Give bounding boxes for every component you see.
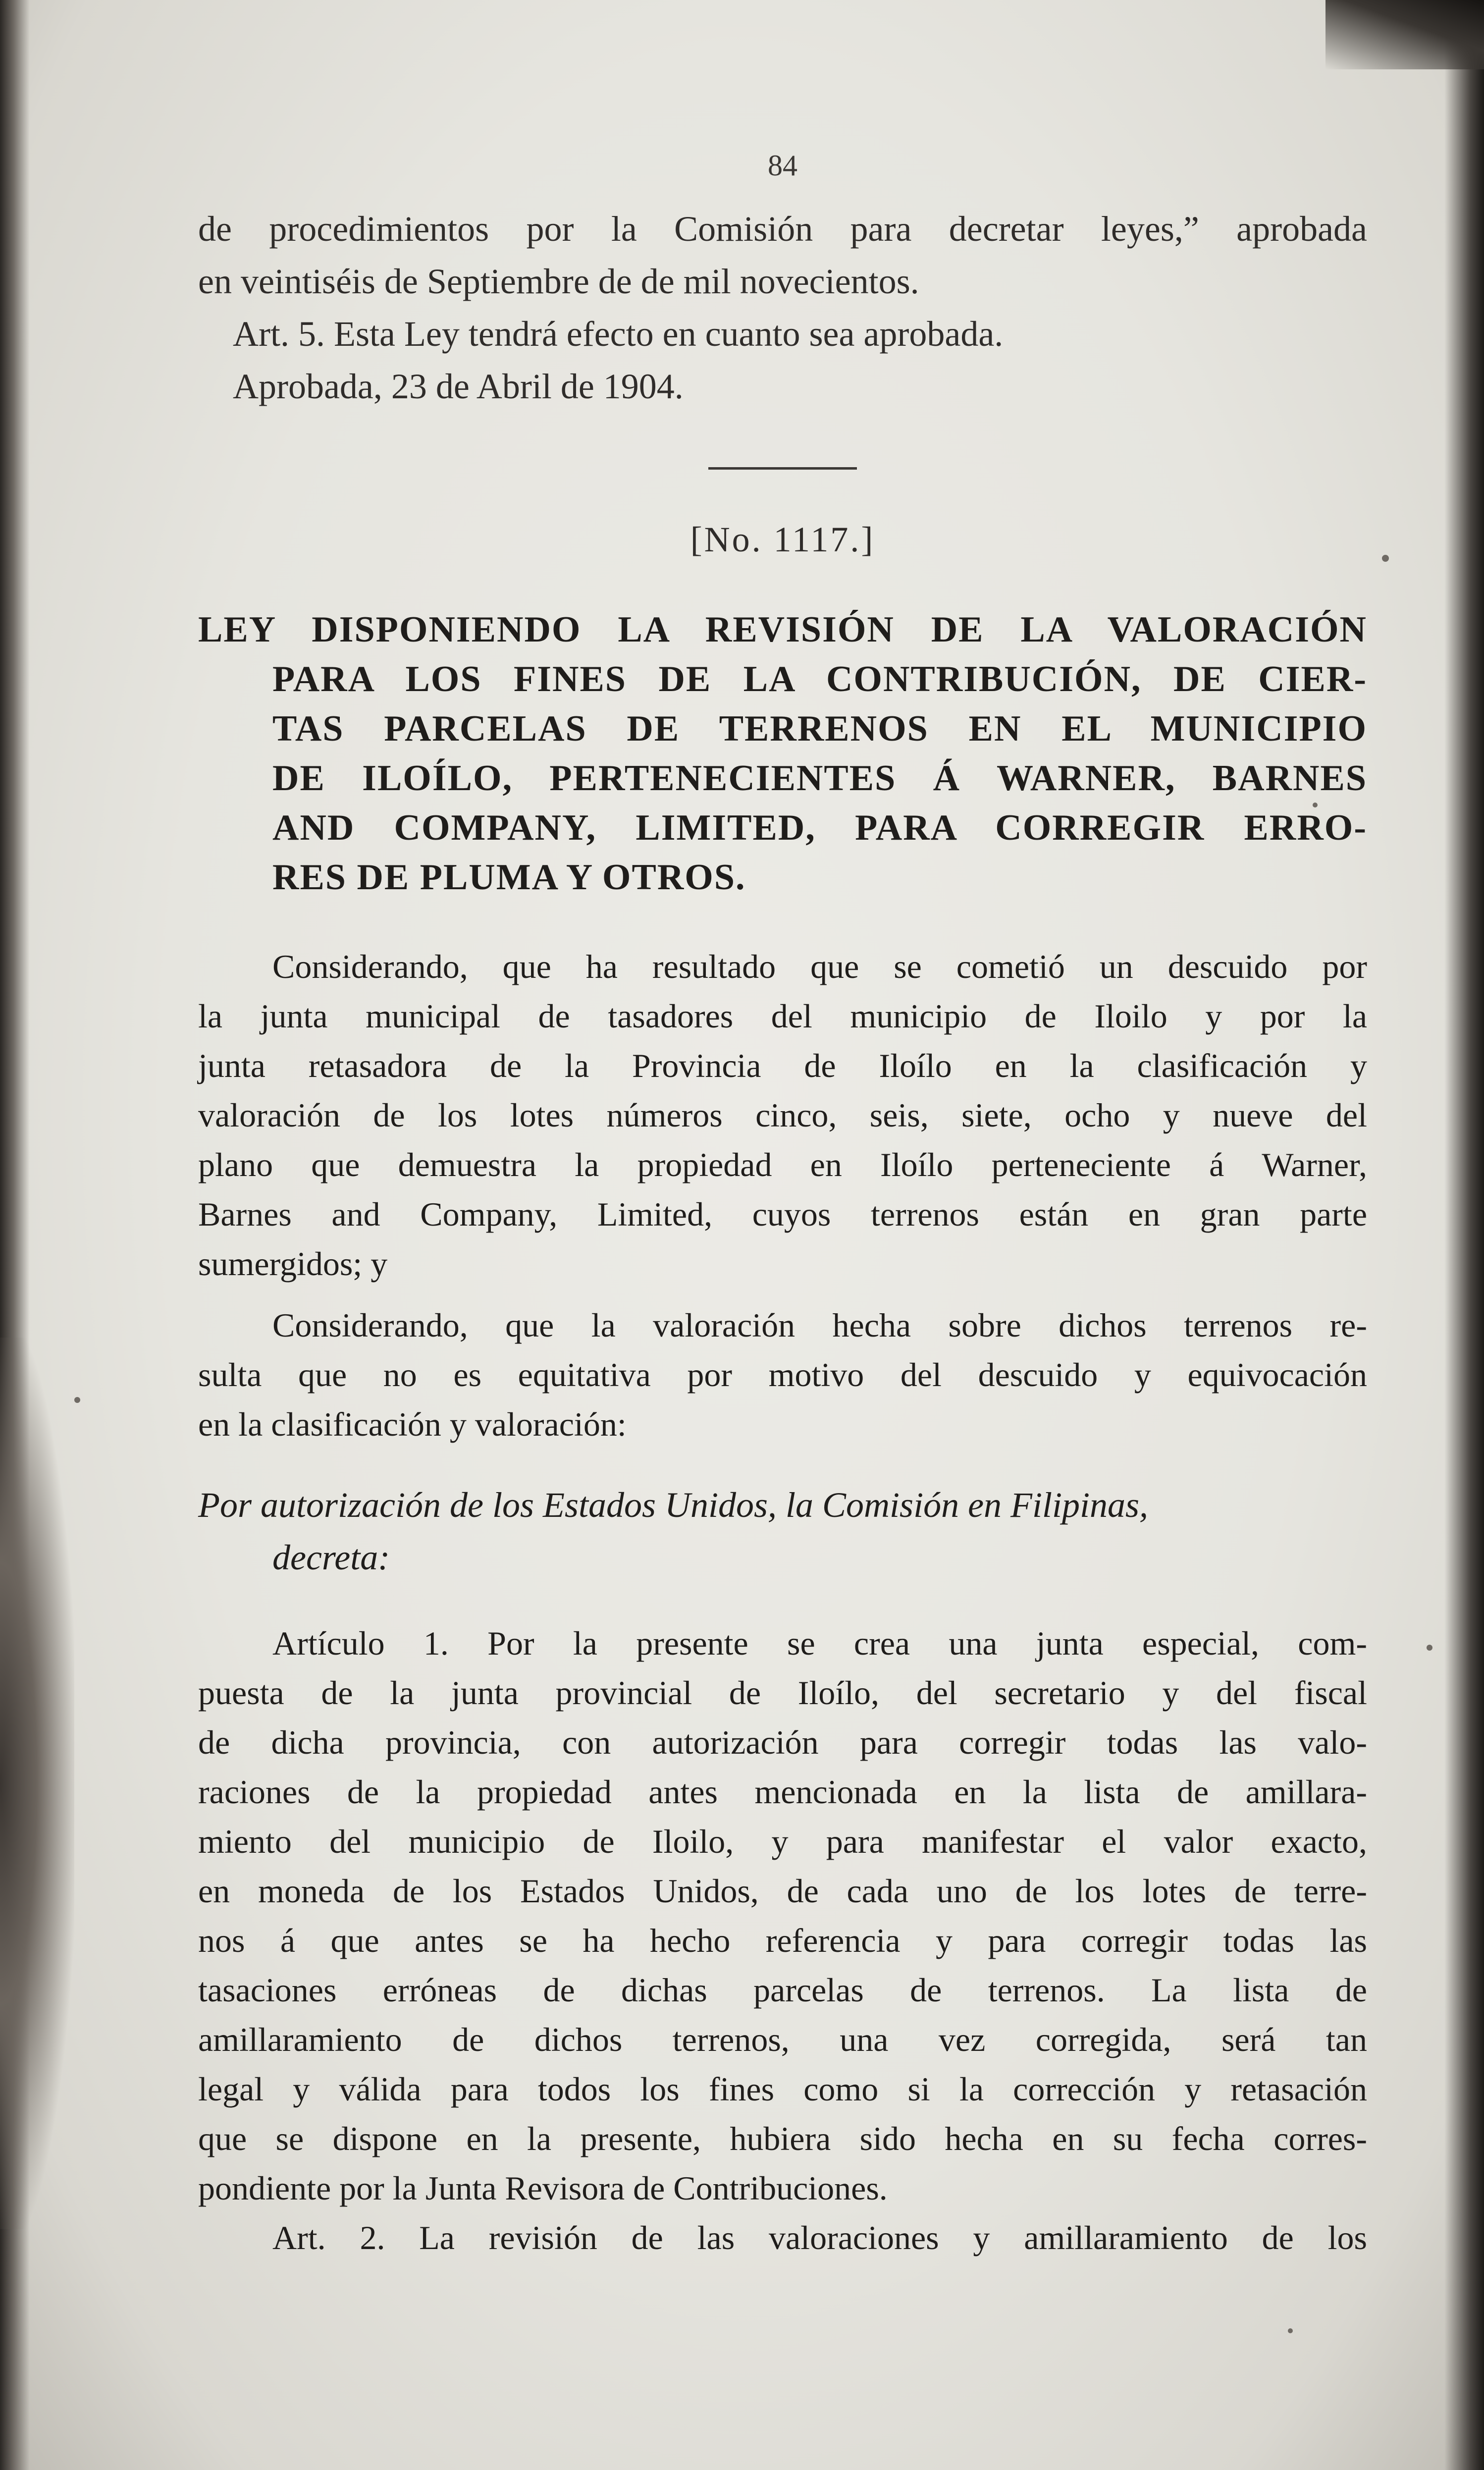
scan-speck: [1288, 2328, 1293, 2333]
text-line: Art. 2. La revisión de las valoraciones y amillaramiento de los: [272, 2219, 1367, 2256]
text-line: sulta que no es equitativa por motivo del descuido y equivocación: [198, 1356, 1367, 1394]
title-line: LEY DISPONIENDO LA REVISIÓN DE LA VALORACIÓN: [198, 609, 1367, 650]
page-corner-shadow: [1325, 0, 1484, 69]
text-line: Barnes and Company, Limited, cuyos terrenos están en gran parte: [198, 1195, 1367, 1233]
text-line: la junta municipal de tasadores del municipio de Iloilo y por la: [198, 997, 1367, 1035]
approval-date: Aprobada, 23 de Abril de 1904.: [233, 367, 684, 406]
scan-speck: [1382, 555, 1389, 562]
title-line: PARA LOS FINES DE LA CONTRIBUCIÓN, DE CIER-: [272, 659, 1367, 699]
article-1-paragraph: [198, 1618, 1367, 2213]
page-number: 84: [768, 149, 797, 182]
text-line: pondiente por la Junta Revisora de Contribuciones.: [198, 2169, 888, 2207]
article-2-paragraph: [198, 2213, 1367, 2262]
title-line: AND COMPANY, LIMITED, PARA CORREGIR ERRO-: [272, 807, 1367, 848]
document-page: [198, 149, 1367, 2262]
paragraph-gap: [198, 1289, 1367, 1300]
enacting-clause-line: decreta:: [272, 1538, 390, 1577]
binding-shadow: [0, 1338, 74, 2229]
scan-speck: [74, 1397, 80, 1403]
text-line: de dicha provincia, con autorización para corregir todas las valo-: [198, 1723, 1367, 1761]
text-line: en moneda de los Estados Unidos, de cada uno de los lotes de terre-: [198, 1872, 1367, 1910]
text-line: Considerando, que la valoración hecha sobre dichos terrenos re-: [272, 1306, 1367, 1344]
text-line: de procedimientos por la Comisión para decretar leyes,” aprobada: [198, 209, 1367, 249]
text-line: en veintiséis de Septiembre de de mil novecientos.: [198, 262, 919, 301]
considerando-paragraph-1: [198, 942, 1367, 1289]
section-divider: [708, 467, 857, 470]
law-title: [198, 605, 1367, 902]
text-line: Art. 5. Esta Ley tendrá efecto en cuanto sea aprobada.: [233, 314, 1004, 354]
title-line: RES DE PLUMA Y OTROS.: [272, 857, 746, 898]
text-line: en la clasificación y valoración:: [198, 1405, 627, 1443]
considerando-paragraph-2: [198, 1300, 1367, 1449]
text-line: sumergidos; y: [198, 1245, 388, 1283]
text-line: nos á que antes se ha hecho referencia y para corregir todas las: [198, 1922, 1367, 1959]
title-line: TAS PARCELAS DE TERRENOS EN EL MUNICIPIO: [272, 708, 1367, 749]
text-line: tasaciones erróneas de dichas parcelas de terrenos. La lista de: [198, 1971, 1367, 2009]
enacting-clause: [198, 1479, 1367, 1584]
title-line: DE ILOÍLO, PERTENECIENTES Á WARNER, BARNES: [272, 758, 1367, 799]
text-line: que se dispone en la presente, hubiera sido hecha en su fecha corres-: [198, 2120, 1367, 2157]
text-line: miento del municipio de Iloilo, y para manifestar el valor exacto,: [198, 1823, 1367, 1860]
text-line: amillaramiento de dichos terrenos, una vez corregida, será tan: [198, 2021, 1367, 2058]
text-line: junta retasadora de la Provincia de Iloílo en la clasificación y: [198, 1047, 1367, 1084]
text-line: Considerando, que ha resultado que se cometió un descuido por: [272, 948, 1367, 985]
text-line: Artículo 1. Por la presente se crea una junta especial, com-: [272, 1624, 1367, 1662]
text-line: puesta de la junta provincial de Iloílo, del secretario y del fiscal: [198, 1674, 1367, 1712]
law-number: [No. 1117.]: [690, 520, 875, 559]
text-line: valoración de los lotes números cinco, seis, siete, ocho y nueve del: [198, 1096, 1367, 1134]
text-line: raciones de la propiedad antes mencionada en la lista de amillara-: [198, 1773, 1367, 1811]
text-line: legal y válida para todos los fines como si la corrección y retasación: [198, 2070, 1367, 2108]
text-line: plano que demuestra la propiedad en Iloílo perteneciente á Warner,: [198, 1146, 1367, 1183]
scan-speck: [1427, 1645, 1432, 1651]
article-5-paragraph: [198, 308, 1367, 360]
carryover-paragraph: [198, 203, 1367, 308]
page-edge-right-shadow: [1444, 0, 1484, 2470]
enacting-clause-line: Por autorización de los Estados Unidos, la Comisión en Filipinas,: [198, 1485, 1149, 1525]
